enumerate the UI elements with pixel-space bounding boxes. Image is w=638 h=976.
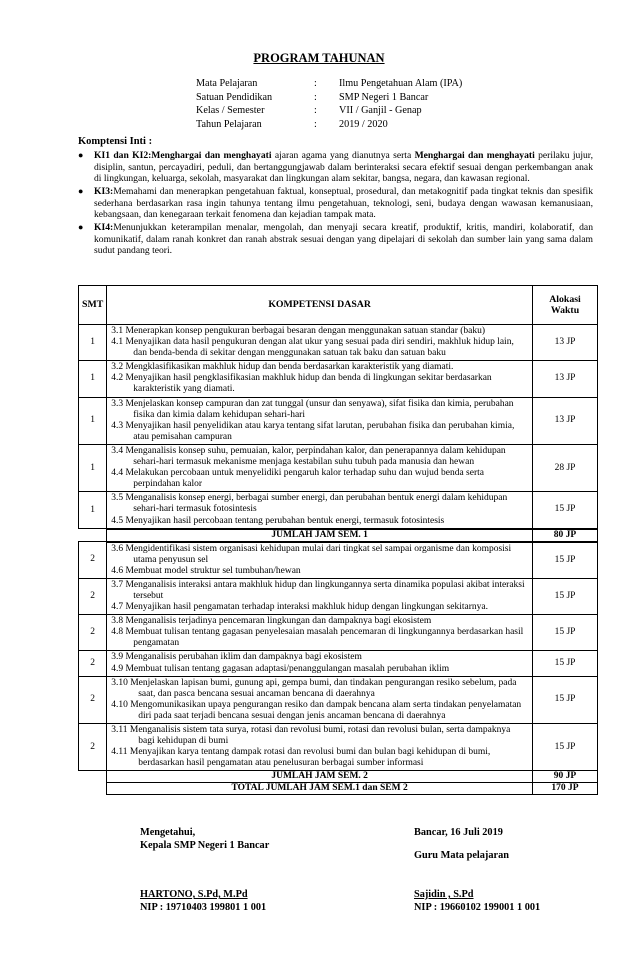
identity-row [196, 118, 462, 132]
identity-label: Satuan Pendidikan [196, 91, 273, 103]
table-row [79, 651, 598, 676]
alokasi-cell: 15 JP [533, 676, 598, 723]
kompetensi-item: 4.10 Mengomunikasikan upaya pengurangan resiko dan dampak bencana alam serta tindakan penyelamatan diri pada saat terjadi bencana sesuai dengan jenis ancaman bencana di daerahnya [111, 699, 522, 721]
kompetensi-item: 4.5 Menyajikan hasil percobaan tentang perubahan bentuk energi, termasuk fotosintesis [111, 515, 445, 526]
semester-cell: 1 [79, 397, 107, 444]
ki-item [78, 186, 593, 221]
signature-left [140, 826, 269, 914]
table-header-row [79, 286, 598, 325]
summary-value: 90 JP [533, 771, 598, 783]
alokasi-cell: 15 JP [533, 724, 598, 771]
sign-right-name: Sajidin , S.Pd [414, 889, 474, 900]
sign-right-line1: Bancar, 16 Juli 2019 [414, 827, 503, 838]
summary-value: 170 JP [533, 783, 598, 795]
semester-cell: 2 [79, 578, 107, 614]
identity-table [196, 77, 462, 131]
kompetensi-cell [107, 724, 533, 771]
kompetensi-dasar-table [78, 285, 598, 795]
identity-value: SMP Negeri 1 Bancar [339, 91, 429, 103]
summary-value: 80 JP [533, 529, 598, 542]
header-smt: SMT [79, 286, 107, 325]
bullet-icon: ● [78, 222, 84, 232]
kompetensi-cell [107, 397, 533, 444]
summary-label: JUMLAH JAM SEM. 2 [107, 771, 533, 783]
ki-item [78, 150, 593, 185]
kompetensi-item: 3.2 Mengklasifikasikan makhluk hidup dan benda berdasarkan karakteristik yang diamati. [111, 362, 454, 373]
kompetensi-item: 3.1 Menerapkan konsep pengukuran berbagai besaran dengan menggunakan satuan standar (baku) [111, 326, 486, 336]
sign-left-line2: Kepala SMP Negeri 1 Bancar [140, 840, 270, 851]
kompetensi-cell [107, 651, 533, 676]
alokasi-cell: 15 JP [533, 492, 598, 529]
table-row [79, 724, 598, 771]
ki-list [78, 150, 593, 258]
page-title: PROGRAM TAHUNAN [253, 51, 385, 65]
kompetensi-item: 4.8 Membuat tulisan tentang gagasan penyelesaian masalah pencemaran di lingkungannya berdasarkan hasil pengamatan [111, 627, 524, 649]
identity-value: Ilmu Pengetahuan Alam (IPA) [339, 78, 463, 89]
signature-right [414, 826, 540, 914]
header-alokasi-waktu: Alokasi Waktu [533, 286, 598, 325]
kompetensi-item: 4.11 Menyajikan karya tentang dampak rotasi dan revolusi bumi dan bulan bagi kehidupan di bumi, berdasarkan hasil pengamatan atau penelusuran berbagai sumber informasi [111, 747, 491, 769]
table-row [79, 578, 598, 614]
summary-row [79, 771, 598, 783]
identity-separator: : [314, 105, 317, 117]
alokasi-cell: 28 JP [533, 444, 598, 491]
semester-cell: 1 [79, 325, 107, 361]
identity-separator: : [314, 118, 317, 130]
kompetensi-cell [107, 615, 533, 651]
alokasi-cell: 13 JP [533, 397, 598, 444]
semester-cell: 1 [79, 492, 107, 529]
table-row [79, 542, 598, 579]
kompetensi-cell [107, 361, 533, 397]
kompetensi-item: 4.4 Melakukan percobaan untuk menyelidiki pengaruh kalor terhadap suhu dan wujud benda serta perpindahan kalor [111, 468, 484, 490]
kompetensi-item: 3.4 Menganalisis konsep suhu, pemuaian, kalor, perpindahan kalor, dan penerapannya dalam kehidupan sehari-hari termasuk mekanisme menjaga kestabilan suhu tubuh pada manusia dan hewan [111, 445, 506, 468]
ki-item-bold: KI1 dan KI2:Menghargai dan menghayati [94, 150, 272, 161]
summary-label: TOTAL JUMLAH JAM SEM.1 dan SEM 2 [107, 783, 533, 795]
bullet-icon: ● [78, 186, 84, 196]
identity-value: 2019 / 2020 [339, 118, 388, 130]
table-row [79, 325, 598, 361]
kompetensi-cell [107, 676, 533, 723]
kompetensi-cell [107, 325, 533, 361]
kompetensi-item: 3.8 Menganalisis terjadinya pencemaran lingkungan dan dampaknya bagi ekosistem [111, 616, 432, 627]
semester-cell: 2 [79, 542, 107, 579]
semester-cell: 1 [79, 444, 107, 491]
identity-value: VII / Ganjil - Genap [339, 105, 422, 117]
sign-left-line1: Mengetahui, [140, 827, 196, 838]
kompetensi-item: 3.9 Menganalisis perubahan iklim dan dampaknya bagi ekosistem [111, 652, 362, 663]
identity-separator: : [314, 78, 317, 89]
sign-right-line2: Guru Mata pelajaran [414, 850, 509, 861]
ki-heading: Komptensi Inti : [78, 136, 153, 147]
identity-row [196, 104, 462, 118]
table-row [79, 397, 598, 444]
sign-left-name: HARTONO, S.Pd, M.Pd [140, 889, 248, 900]
sign-left-nip: NIP : 19710403 199801 1 001 [140, 902, 267, 913]
table-row [79, 444, 598, 491]
ki-item-bold: Menghargai dan menghayati [414, 150, 535, 161]
semester-cell: 2 [79, 724, 107, 771]
identity-label: Tahun Pelajaran [196, 118, 262, 130]
kompetensi-item: 4.1 Menyajikan data hasil pengukuran dengan alat ukur yang sesuai pada diri sendiri, makhluk hidup lain, dan benda-benda di sekitar dengan menggunakan satuan tak baku dan satuan baku [111, 337, 514, 359]
kompetensi-item: 4.6 Membuat model struktur sel tumbuhan/hewan [111, 565, 301, 576]
alokasi-cell: 15 JP [533, 651, 598, 676]
table-row [79, 615, 598, 651]
summary-label: JUMLAH JAM SEM. 1 [107, 529, 533, 542]
identity-row [196, 77, 462, 91]
semester-cell: 2 [79, 615, 107, 651]
alokasi-cell: 13 JP [533, 325, 598, 361]
header-kompetensi-dasar: KOMPETENSI DASAR [107, 286, 533, 325]
semester-cell: 1 [79, 361, 107, 397]
semester-cell: 2 [79, 676, 107, 723]
identity-separator: : [314, 91, 317, 103]
alokasi-cell: 15 JP [533, 542, 598, 579]
semester-cell: 2 [79, 651, 107, 676]
identity-label: Mata Pelajaran [196, 78, 258, 89]
kompetensi-item: 3.11 Menganalisis sistem tata surya, rotasi dan revolusi bumi, rotasi dan revolusi bulan, serta dampaknya bagi kehidupan di bumi [111, 725, 511, 747]
summary-row [79, 783, 598, 795]
kompetensi-item: 4.9 Membuat tulisan tentang gagasan adaptasi/penanggulangan masalah perubahan iklim [111, 663, 450, 674]
kompetensi-cell [107, 542, 533, 579]
alokasi-cell: 15 JP [533, 615, 598, 651]
kompetensi-cell [107, 578, 533, 614]
kompetensi-cell [107, 492, 533, 529]
identity-row [196, 91, 462, 105]
table-row [79, 361, 598, 397]
ki-item-bold: KI4: [94, 222, 114, 233]
table-row [79, 492, 598, 529]
summary-blank [79, 771, 107, 783]
kompetensi-cell [107, 444, 533, 491]
ki-item-bold: KI3: [94, 186, 114, 197]
bullet-icon: ● [78, 150, 84, 160]
ki-item-text: Memahami dan menerapkan pengetahuan faktual, konseptual, prosedural, dan metakognitif pada tingkat teknis dan spesifik sederhana berdasarkan rasa ingin tahunya tentang ilmu pengetahuan, teknologi, seni, budaya dengan wawasan kemanusiaan, kebangsaan, dan kenegaraan terkait fenomena dan kejadian tampak mata. [94, 186, 593, 220]
kompetensi-item: 4.7 Menyajikan hasil pengamatan terhadap interaksi makhluk hidup dengan lingkungan sekitarnya. [111, 602, 488, 613]
summary-blank [79, 783, 107, 795]
kompetensi-item: 3.7 Menganalisis interaksi antara makhluk hidup dan lingkungannya serta dinamika populasi akibat interaksi tersebut [111, 579, 525, 601]
kompetensi-item: 3.10 Menjelaskan lapisan bumi, gunung api, gempa bumi, dan tindakan pengurangan resiko sebelum, pada saat, dan pasca bencana sesuai ancaman bencana di daerahnya [111, 677, 517, 699]
ki-item-text: ajaran agama yang dianutnya serta [271, 150, 415, 161]
ki-item-text: perilaku jujur, disiplin, santun, percayadiri, peduli, dan bertanggungjawab dalam berinteraksi secara efektif sesuai dengan perkembangan anak di lingkungan, keluarga, sekolah, masyarakat dan lingkungan alam sekitar, bangsa, negara, dan kawasan regional. [94, 150, 593, 184]
kompetensi-item: 3.3 Menjelaskan konsep campuran dan zat tunggal (unsur dan senyawa), sifat fisika dan kimia, perubahan fisika dan kimia dalam kehidupan sehari-hari [111, 398, 514, 420]
kompetensi-item: 4.2 Menyajikan hasil pengklasifikasian makhluk hidup dan benda di lingkungan sekitar berdasarkan karakteristik yang diamati. [111, 373, 492, 395]
summary-row [79, 529, 598, 542]
table-row [79, 676, 598, 723]
kompetensi-item: 3.6 Mengidentifikasi sistem organisasi kehidupan mulai dari tingkat sel sampai organisme dan komposisi utama penyusun sel [111, 543, 512, 565]
identity-label: Kelas / Semester [196, 105, 265, 117]
summary-blank [79, 529, 107, 542]
alokasi-cell: 15 JP [533, 578, 598, 614]
ki-item-text: Menunjukkan keterampilan menalar, mengolah, dan menyaji secara kreatif, produktif, kritis, mandiri, kolaboratif, dan komunikatif, dalam ranah konkret dan ranah abstrak sesuai dengan yang dipelajari di sekolah dan sumber lain yang sama dalam sudut pandang teori. [94, 222, 593, 256]
kompetensi-item: 4.3 Menyajikan hasil penyelidikan atau karya tentang sifat larutan, perubahan fisika dan perubahan kimia, atau pemisahan campuran [111, 420, 515, 442]
ki-item [78, 222, 593, 257]
kompetensi-item: 3.5 Menganalisis konsep energi, berbagai sumber energi, dan perubahan bentuk energi dalam kehidupan sehari-hari termasuk fotosintesis [111, 493, 508, 515]
sign-right-nip: NIP : 19660102 199001 1 001 [414, 902, 541, 913]
alokasi-cell: 13 JP [533, 361, 598, 397]
